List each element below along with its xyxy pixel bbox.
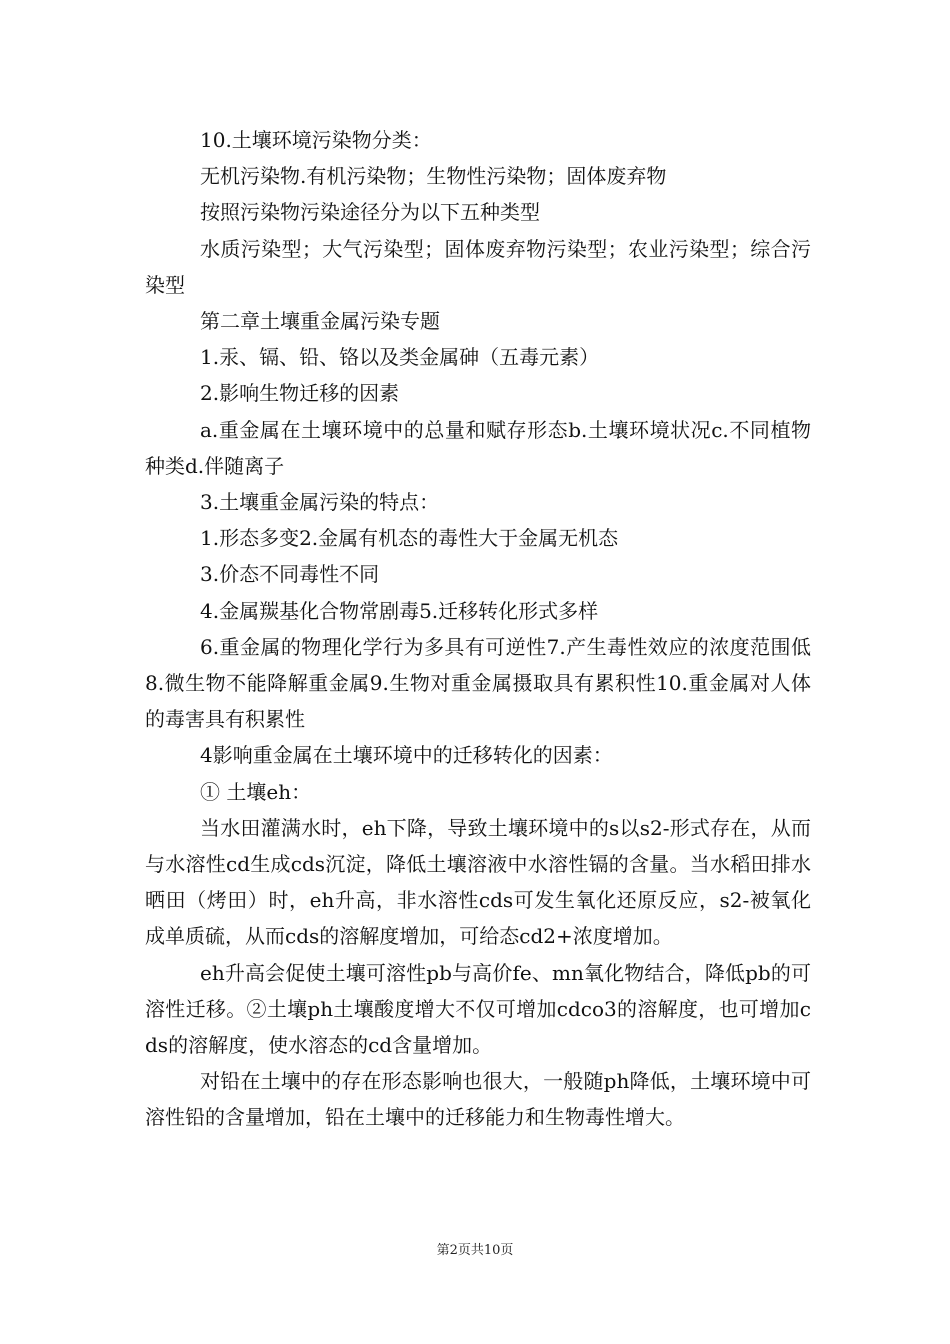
document-body (145, 122, 811, 1136)
paragraph-five-toxic-elements: 1.汞、镉、铅、铬以及类金属砷（五毒元素） (200, 345, 600, 370)
paragraph-features-heading: 3.土壤重金属污染的特点： (200, 490, 440, 515)
paragraph-transformation-factors-heading: 4影响重金属在土壤环境中的迁移转化的因素： (200, 743, 613, 768)
paragraph-feature-1-2: 1.形态多变2.金属有机态的毒性大于金属无机态 (200, 526, 619, 551)
paragraph-pollutant-classification: 10.土壤环境污染物分类： (200, 128, 432, 152)
paragraph-migration-factors: a.重金属在土壤环境中的总量和赋存形态b.土壤环境状况c.不同植物种类d.伴随离子 (145, 417, 811, 478)
paragraph-pollutant-types: 无机污染物.有机污染物；生物性污染物；固体废弃物 (200, 164, 667, 189)
page-number: 第2页共10页 (436, 1243, 514, 1258)
paragraph-pathway-types: 水质污染型；大气污染型；固体废弃物污染型；农业污染型；综合污染型 (145, 236, 811, 297)
paragraph-eh-pb-ph: eh升高会促使土壤可溶性pb与高价fe、mn氧化物结合，降低pb的可溶性迁移。②土壤ph土壤酸度增大不仅可增加cdco3的溶解度，也可增加cds的溶解度，使水溶态的cd含量增加。 (145, 960, 811, 1058)
paragraph-paddy-eh: 当水田灌满水时，eh下降，导致土壤环境中的s以s2-形式存在，从而与水溶性cd生成cds沉淀，降低土壤溶液中水溶性镉的含量。当水稻田排水晒田（烤田）时，eh升高，非水溶性cds可发生氧化还原反应，s2-被氧化成单质硫，从而cds的溶解度增加，可给态cd2+浓度增加。 (145, 815, 811, 949)
paragraph-soil-eh-heading: ① 土壤eh： (200, 779, 312, 804)
paragraph-pathway-intro: 按照污染物污染途径分为以下五种类型 (200, 200, 540, 225)
paragraph-feature-6-10: 6.重金属的物理化学行为多具有可逆性7.产生毒性效应的浓度范围低8.微生物不能降解重金属9.生物对重金属摄取具有累积性10.重金属对人体的毒害具有积累性 (145, 634, 811, 732)
chapter-heading: 第二章土壤重金属污染专题 (200, 309, 440, 334)
paragraph-migration-factors-heading: 2.影响生物迁移的因素 (200, 381, 400, 406)
paragraph-lead-ph: 对铅在土壤中的存在形态影响也很大，一般随ph降低，土壤环境中可溶性铅的含量增加，铅在土壤中的迁移能力和生物毒性增大。 (145, 1069, 811, 1130)
page-footer (0, 1239, 950, 1258)
paragraph-feature-4-5: 4.金属羰基化合物常剧毒5.迁移转化形式多样 (200, 598, 599, 623)
paragraph-feature-3: 3.价态不同毒性不同 (200, 562, 380, 587)
